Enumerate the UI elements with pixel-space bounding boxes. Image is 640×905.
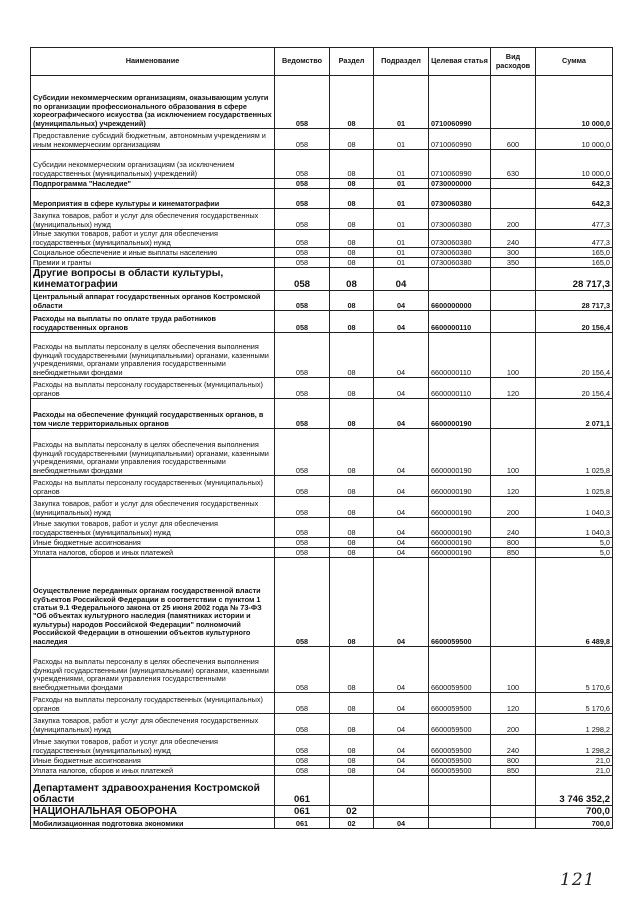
cell-podrazdel: 01 (374, 179, 429, 189)
cell-name: Закупка товаров, работ и услуг для обеспечения государственных (муниципальных) нужд (31, 714, 275, 735)
cell-expense-type: 850 (491, 766, 536, 776)
cell-sum: 1 298,2 (536, 714, 613, 735)
cell-podrazdel: 04 (374, 714, 429, 735)
table-row (31, 378, 613, 399)
cell-expense-type (491, 818, 536, 829)
cell-name: Уплата налогов, сборов и иных платежей (31, 548, 275, 558)
cell-name: Центральный аппарат государственных органов Костромской области (31, 291, 275, 311)
cell-podrazdel: 01 (374, 150, 429, 179)
table-row (31, 476, 613, 497)
cell-expense-type: 120 (491, 476, 536, 497)
cell-name: Закупка товаров, работ и услуг для обеспечения государственных (муниципальных) нужд (31, 209, 275, 230)
cell-podrazdel: 04 (374, 558, 429, 647)
cell-target-item: 0730000000 (429, 179, 491, 189)
cell-sum: 5,0 (536, 548, 613, 558)
cell-name: НАЦИОНАЛЬНАЯ ОБОРОНА (31, 806, 275, 818)
cell-name: Субсидии некоммерческим организациям, оказывающим услуги по организации профессионального образования в сфере хореографического искусства (за исключением государственных (муниципальных) учреждений) (31, 76, 275, 129)
cell-sum: 700,0 (536, 818, 613, 829)
cell-vedomstvo: 058 (275, 399, 330, 429)
cell-razdel: 02 (330, 818, 374, 829)
cell-razdel: 08 (330, 248, 374, 258)
cell-razdel: 08 (330, 189, 374, 209)
table-row (31, 766, 613, 776)
cell-expense-type: 800 (491, 756, 536, 766)
page-number: 121 (560, 870, 596, 890)
table-row (31, 735, 613, 756)
cell-podrazdel: 01 (374, 258, 429, 268)
header-expense-type: Вид расходов (491, 48, 536, 76)
cell-sum: 5 170,6 (536, 693, 613, 714)
cell-expense-type: 100 (491, 429, 536, 476)
cell-target-item: 6600000190 (429, 476, 491, 497)
cell-sum: 165,0 (536, 248, 613, 258)
cell-razdel: 08 (330, 179, 374, 189)
cell-podrazdel: 04 (374, 268, 429, 291)
cell-podrazdel: 04 (374, 429, 429, 476)
cell-podrazdel: 01 (374, 76, 429, 129)
cell-expense-type: 850 (491, 548, 536, 558)
cell-razdel: 08 (330, 399, 374, 429)
table-header-row (31, 48, 613, 76)
cell-name: Расходы на выплаты персоналу государственных (муниципальных) органов (31, 378, 275, 399)
cell-razdel: 08 (330, 497, 374, 518)
table-row (31, 129, 613, 150)
cell-vedomstvo: 058 (275, 189, 330, 209)
cell-vedomstvo: 058 (275, 129, 330, 150)
cell-vedomstvo: 058 (275, 558, 330, 647)
cell-podrazdel: 04 (374, 538, 429, 548)
table-row (31, 209, 613, 230)
cell-razdel: 02 (330, 806, 374, 818)
cell-name: Расходы на выплаты персоналу в целях обеспечения выполнения функций государственными (муниципальными) органами, казенными учреждениями, органами управления государственными внебюджетными фондами (31, 429, 275, 476)
cell-razdel: 08 (330, 129, 374, 150)
cell-sum: 642,3 (536, 179, 613, 189)
table-row (31, 806, 613, 818)
table-row (31, 311, 613, 333)
cell-sum: 165,0 (536, 258, 613, 268)
table-body (31, 76, 613, 829)
table-row (31, 647, 613, 693)
cell-expense-type (491, 558, 536, 647)
cell-expense-type (491, 268, 536, 291)
cell-razdel: 08 (330, 647, 374, 693)
cell-sum: 477,3 (536, 209, 613, 230)
cell-expense-type (491, 806, 536, 818)
table-row (31, 248, 613, 258)
cell-vedomstvo: 058 (275, 548, 330, 558)
cell-target-item (429, 268, 491, 291)
cell-target-item: 6600000190 (429, 429, 491, 476)
cell-vedomstvo: 061 (275, 806, 330, 818)
cell-name: Иные бюджетные ассигнования (31, 538, 275, 548)
table-row (31, 291, 613, 311)
cell-razdel: 08 (330, 258, 374, 268)
cell-name: Мероприятия в сфере культуры и кинематографии (31, 189, 275, 209)
cell-expense-type: 200 (491, 497, 536, 518)
cell-podrazdel (374, 776, 429, 806)
cell-target-item: 6600000190 (429, 518, 491, 538)
cell-razdel: 08 (330, 518, 374, 538)
cell-vedomstvo: 058 (275, 311, 330, 333)
budget-document (30, 47, 612, 829)
cell-sum: 21,0 (536, 756, 613, 766)
cell-expense-type: 200 (491, 209, 536, 230)
cell-razdel: 08 (330, 378, 374, 399)
cell-target-item: 6600000190 (429, 497, 491, 518)
table-row (31, 333, 613, 378)
table-row (31, 76, 613, 129)
cell-expense-type: 240 (491, 230, 536, 248)
cell-razdel: 08 (330, 291, 374, 311)
table-row (31, 189, 613, 209)
cell-expense-type (491, 399, 536, 429)
cell-vedomstvo: 058 (275, 647, 330, 693)
cell-razdel: 08 (330, 735, 374, 756)
cell-vedomstvo: 058 (275, 268, 330, 291)
cell-razdel: 08 (330, 548, 374, 558)
cell-sum: 642,3 (536, 189, 613, 209)
cell-target-item: 0730060380 (429, 230, 491, 248)
cell-target-item: 6600000000 (429, 291, 491, 311)
cell-vedomstvo: 058 (275, 756, 330, 766)
cell-vedomstvo: 061 (275, 818, 330, 829)
header-target-item: Целевая статья (429, 48, 491, 76)
cell-expense-type (491, 179, 536, 189)
cell-sum: 1 040,3 (536, 497, 613, 518)
cell-sum: 10 000,0 (536, 129, 613, 150)
table-row (31, 818, 613, 829)
cell-expense-type: 240 (491, 518, 536, 538)
cell-sum: 20 156,4 (536, 333, 613, 378)
cell-name: Департамент здравоохранения Костромской области (31, 776, 275, 806)
cell-expense-type (491, 311, 536, 333)
cell-vedomstvo: 058 (275, 378, 330, 399)
table-row (31, 538, 613, 548)
cell-vedomstvo: 058 (275, 538, 330, 548)
cell-target-item: 6600059500 (429, 558, 491, 647)
cell-expense-type (491, 189, 536, 209)
cell-podrazdel: 04 (374, 399, 429, 429)
cell-name: Субсидии некоммерческим организациям (за исключением государственных (муниципальных) учреждений) (31, 150, 275, 179)
cell-podrazdel: 01 (374, 129, 429, 150)
table-row (31, 179, 613, 189)
cell-vedomstvo: 061 (275, 776, 330, 806)
table-row (31, 714, 613, 735)
table-row (31, 693, 613, 714)
cell-podrazdel: 04 (374, 311, 429, 333)
cell-vedomstvo: 058 (275, 248, 330, 258)
cell-podrazdel: 01 (374, 248, 429, 258)
cell-expense-type (491, 291, 536, 311)
table-row (31, 268, 613, 291)
header-name: Наименование (31, 48, 275, 76)
cell-target-item: 0710060990 (429, 129, 491, 150)
cell-podrazdel: 04 (374, 647, 429, 693)
cell-razdel (330, 776, 374, 806)
cell-podrazdel: 04 (374, 548, 429, 558)
cell-vedomstvo: 058 (275, 230, 330, 248)
cell-name: Уплата налогов, сборов и иных платежей (31, 766, 275, 776)
cell-name: Другие вопросы в области культуры, кинематографии (31, 268, 275, 291)
cell-expense-type (491, 776, 536, 806)
cell-expense-type: 120 (491, 693, 536, 714)
table-row (31, 399, 613, 429)
cell-name: Иные закупки товаров, работ и услуг для обеспечения государственных (муниципальных) нужд (31, 735, 275, 756)
table-row (31, 558, 613, 647)
cell-expense-type: 240 (491, 735, 536, 756)
cell-razdel: 08 (330, 558, 374, 647)
cell-sum: 6 489,8 (536, 558, 613, 647)
table-row (31, 258, 613, 268)
cell-vedomstvo: 058 (275, 333, 330, 378)
cell-name: Расходы на выплаты персоналу в целях обеспечения выполнения функций государственными (муниципальными) органами, казенными учреждениями, органами управления государственными внебюджетными фондами (31, 333, 275, 378)
cell-target-item: 6600000110 (429, 378, 491, 399)
cell-expense-type: 800 (491, 538, 536, 548)
cell-target-item: 6600000190 (429, 399, 491, 429)
cell-target-item: 6600000110 (429, 333, 491, 378)
table-row (31, 756, 613, 766)
cell-podrazdel: 04 (374, 756, 429, 766)
cell-expense-type: 600 (491, 129, 536, 150)
header-sum: Сумма (536, 48, 613, 76)
cell-name: Подпрограмма "Наследие" (31, 179, 275, 189)
cell-target-item: 6600000110 (429, 311, 491, 333)
cell-sum: 2 071,1 (536, 399, 613, 429)
cell-target-item: 6600059500 (429, 647, 491, 693)
cell-vedomstvo: 058 (275, 76, 330, 129)
cell-sum: 20 156,4 (536, 378, 613, 399)
cell-name: Расходы на выплаты по оплате труда работников государственных органов (31, 311, 275, 333)
cell-name: Расходы на выплаты персоналу государственных (муниципальных) органов (31, 476, 275, 497)
cell-razdel: 08 (330, 150, 374, 179)
cell-name: Расходы на выплаты персоналу в целях обеспечения выполнения функций государственными (муниципальными) органами, казенными учреждениями, органами управления государственными внебюджетными фондами (31, 647, 275, 693)
cell-vedomstvo: 058 (275, 766, 330, 776)
cell-razdel: 08 (330, 230, 374, 248)
header-razdel: Раздел (330, 48, 374, 76)
cell-vedomstvo: 058 (275, 429, 330, 476)
cell-expense-type: 100 (491, 333, 536, 378)
table-row (31, 548, 613, 558)
cell-sum: 10 000,0 (536, 76, 613, 129)
cell-podrazdel: 04 (374, 476, 429, 497)
cell-target-item: 6600059500 (429, 756, 491, 766)
cell-sum: 1 025,8 (536, 429, 613, 476)
cell-vedomstvo: 058 (275, 693, 330, 714)
budget-table (30, 47, 613, 829)
cell-expense-type: 120 (491, 378, 536, 399)
cell-vedomstvo: 058 (275, 179, 330, 189)
cell-name: Иные бюджетные ассигнования (31, 756, 275, 766)
cell-podrazdel: 01 (374, 189, 429, 209)
cell-sum: 28 717,3 (536, 291, 613, 311)
cell-expense-type: 630 (491, 150, 536, 179)
cell-vedomstvo: 058 (275, 209, 330, 230)
cell-razdel: 08 (330, 756, 374, 766)
cell-name: Социальное обеспечение и иные выплаты населению (31, 248, 275, 258)
cell-name: Осуществление переданных органам государственной власти субъектов Российской Федерации в соответствии с пунктом 1 статьи 9.1 Федерального закона от 25 июня 2002 года № 73-ФЗ "Об объектах культурного наследия (памятниках истории и культуры) народов Российской Федерации" полномочий Российской Федерации в отношении объектов культурного наследия (31, 558, 275, 647)
cell-razdel: 08 (330, 311, 374, 333)
cell-razdel: 08 (330, 693, 374, 714)
cell-podrazdel: 01 (374, 209, 429, 230)
cell-sum: 1 025,8 (536, 476, 613, 497)
cell-target-item: 6600059500 (429, 693, 491, 714)
cell-podrazdel: 04 (374, 693, 429, 714)
cell-target-item: 0710060990 (429, 76, 491, 129)
cell-expense-type: 100 (491, 647, 536, 693)
cell-sum: 1 040,3 (536, 518, 613, 538)
header-vedomstvo: Ведомство (275, 48, 330, 76)
cell-razdel: 08 (330, 538, 374, 548)
cell-name: Иные закупки товаров, работ и услуг для обеспечения государственных (муниципальных) нужд (31, 518, 275, 538)
cell-podrazdel: 04 (374, 378, 429, 399)
cell-name: Иные закупки товаров, работ и услуг для обеспечения государственных (муниципальных) нужд (31, 230, 275, 248)
cell-podrazdel (374, 806, 429, 818)
cell-target-item: 6600059500 (429, 766, 491, 776)
cell-razdel: 08 (330, 766, 374, 776)
cell-sum: 1 298,2 (536, 735, 613, 756)
cell-podrazdel: 04 (374, 766, 429, 776)
cell-name: Закупка товаров, работ и услуг для обеспечения государственных (муниципальных) нужд (31, 497, 275, 518)
cell-razdel: 08 (330, 476, 374, 497)
header-podrazdel: Подраздел (374, 48, 429, 76)
cell-target-item: 6600000190 (429, 538, 491, 548)
cell-name: Премии и гранты (31, 258, 275, 268)
cell-name: Мобилизационная подготовка экономики (31, 818, 275, 829)
cell-vedomstvo: 058 (275, 735, 330, 756)
cell-vedomstvo: 058 (275, 476, 330, 497)
cell-target-item: 6600059500 (429, 714, 491, 735)
cell-vedomstvo: 058 (275, 518, 330, 538)
cell-target-item: 0710060990 (429, 150, 491, 179)
cell-sum: 3 746 352,2 (536, 776, 613, 806)
cell-razdel: 08 (330, 333, 374, 378)
cell-sum: 5,0 (536, 538, 613, 548)
cell-vedomstvo: 058 (275, 497, 330, 518)
table-row (31, 230, 613, 248)
table-row (31, 150, 613, 179)
cell-sum: 700,0 (536, 806, 613, 818)
cell-podrazdel: 04 (374, 497, 429, 518)
cell-razdel: 08 (330, 268, 374, 291)
cell-target-item: 0730060380 (429, 258, 491, 268)
cell-target-item: 0730060380 (429, 189, 491, 209)
cell-vedomstvo: 058 (275, 291, 330, 311)
cell-target-item: 0730060380 (429, 209, 491, 230)
cell-name: Предоставление субсидий бюджетным, автономным учреждениям и иным некоммерческим организациям (31, 129, 275, 150)
cell-target-item: 6600000190 (429, 548, 491, 558)
cell-expense-type (491, 76, 536, 129)
cell-sum: 28 717,3 (536, 268, 613, 291)
cell-podrazdel: 04 (374, 518, 429, 538)
cell-podrazdel: 04 (374, 735, 429, 756)
table-row (31, 776, 613, 806)
table-row (31, 429, 613, 476)
cell-target-item: 0730060380 (429, 248, 491, 258)
cell-sum: 20 156,4 (536, 311, 613, 333)
cell-podrazdel: 04 (374, 333, 429, 378)
table-row (31, 497, 613, 518)
cell-expense-type: 200 (491, 714, 536, 735)
cell-sum: 21,0 (536, 766, 613, 776)
cell-razdel: 08 (330, 76, 374, 129)
cell-name: Расходы на выплаты персоналу государственных (муниципальных) органов (31, 693, 275, 714)
cell-target-item (429, 806, 491, 818)
cell-vedomstvo: 058 (275, 714, 330, 735)
cell-podrazdel: 04 (374, 818, 429, 829)
table-row (31, 518, 613, 538)
cell-razdel: 08 (330, 209, 374, 230)
cell-razdel: 08 (330, 429, 374, 476)
cell-target-item: 6600059500 (429, 735, 491, 756)
cell-sum: 5 170,6 (536, 647, 613, 693)
cell-name: Расходы на обеспечение функций государственных органов, в том числе территориальных органов (31, 399, 275, 429)
cell-vedomstvo: 058 (275, 150, 330, 179)
cell-podrazdel: 04 (374, 291, 429, 311)
cell-sum: 10 000,0 (536, 150, 613, 179)
cell-expense-type: 300 (491, 248, 536, 258)
cell-razdel: 08 (330, 714, 374, 735)
cell-sum: 477,3 (536, 230, 613, 248)
cell-expense-type: 350 (491, 258, 536, 268)
cell-podrazdel: 01 (374, 230, 429, 248)
cell-target-item (429, 818, 491, 829)
cell-target-item (429, 776, 491, 806)
cell-vedomstvo: 058 (275, 258, 330, 268)
